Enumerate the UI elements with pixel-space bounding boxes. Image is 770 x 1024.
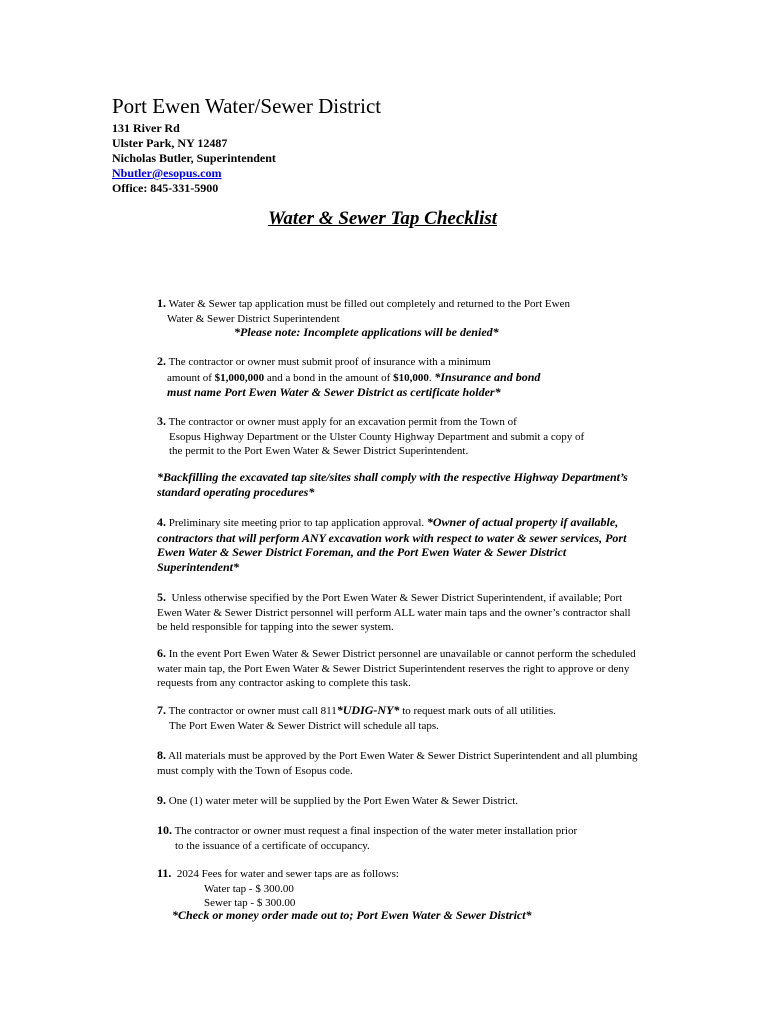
item-text: and a bond in the amount of — [264, 371, 394, 384]
item-number: 1. — [157, 296, 166, 310]
item-number: 8. — [157, 748, 166, 762]
item-text: Unless otherwise specified by the Port Ewen Water & Sewer District Superintendent, if available; Port — [171, 592, 623, 604]
district-name: Port Ewen Water/Sewer District — [112, 94, 382, 118]
item-note: Ewen Water & Sewer District Foreman, and the Port Ewen Water & Sewer District — [157, 545, 567, 560]
item-text: amount of — [167, 371, 215, 384]
item-number: 10. — [157, 823, 172, 837]
office-phone: Office: 845-331-5900 — [112, 181, 219, 195]
address-line1: 131 River Rd — [112, 121, 180, 135]
item-number: 11. — [157, 866, 172, 880]
checklist-item-7 — [157, 703, 556, 733]
item-text: The contractor or owner must call 811 — [168, 705, 337, 717]
item-text: Ewen Water & Sewer District personnel will perform ALL water main taps and the owner’s contractor shall — [157, 606, 631, 619]
sewer-tap-fee: Sewer tap - $ 300.00 — [204, 897, 296, 910]
payment-note: *Check or money order made out to; Port Ewen Water & Sewer District* — [172, 908, 532, 922]
item-text: be held responsible for tapping into the sewer system. — [157, 621, 394, 634]
item-text: The contractor or owner must submit proof of insurance with a minimum — [168, 356, 491, 368]
item-1-note: *Please note: Incomplete applications will be denied* — [234, 325, 499, 339]
note-text: standard operating procedures* — [157, 485, 315, 499]
item-note: contractors that will perform ANY excavation work with respect to water & sewer services, Port — [157, 530, 627, 545]
item-note: must name Port Ewen Water & Sewer District as certificate holder* — [167, 385, 501, 400]
checklist-item-5 — [157, 590, 631, 635]
item-note: *UDIG-NY* — [336, 703, 400, 717]
item-note: *Owner of actual property if available, — [426, 515, 619, 529]
item-number: 2. — [157, 354, 166, 368]
item-text: The contractor or owner must request a final inspection of the water meter installation prior — [174, 825, 578, 837]
checklist-item-11 — [157, 866, 399, 911]
item-text: Esopus Highway Department or the Ulster County Highway Department and submit a copy of — [169, 430, 585, 443]
item-note: Superintendent* — [157, 559, 240, 574]
checklist-item-8 — [157, 748, 638, 778]
item-number: 5. — [157, 590, 166, 604]
item-text: All materials must be approved by the Port Ewen Water & Sewer District Superintendent and all plumbing — [168, 750, 638, 762]
item-text: The Port Ewen Water & Sewer District will schedule all taps. — [169, 719, 439, 732]
address-line2: Ulster Park, NY 12487 — [112, 136, 228, 150]
item-number: 4. — [157, 515, 166, 529]
item-number: 6. — [157, 646, 166, 660]
checklist-title: Water & Sewer Tap Checklist — [267, 208, 498, 229]
water-tap-fee: Water tap - $ 300.00 — [204, 882, 294, 895]
item-note: *Insurance and bond — [434, 369, 541, 384]
item-text: One (1) water meter will be supplied by the Port Ewen Water & Sewer District. — [168, 795, 519, 807]
item-text: In the event Port Ewen Water & Sewer District personnel are unavailable or cannot perform the scheduled — [168, 648, 636, 660]
bond-amount: $10,000 — [393, 371, 429, 384]
checklist-item-6 — [157, 646, 636, 691]
checklist-item-3 — [157, 414, 584, 459]
item-number: 7. — [157, 703, 166, 717]
item-text: Water & Sewer District Superintendent — [167, 312, 340, 325]
checklist-item-10 — [157, 823, 577, 853]
checklist-item-1 — [157, 296, 570, 326]
item-text: 2024 Fees for water and sewer taps are as follows: — [176, 868, 399, 880]
item-text: Preliminary site meeting prior to tap application approval. — [168, 517, 427, 529]
item-text: to request mark outs of all utilities. — [399, 705, 556, 717]
item-number: 9. — [157, 793, 166, 807]
superintendent-name: Nicholas Butler, Superintendent — [112, 151, 276, 165]
checklist-item-4 — [157, 515, 626, 574]
backfill-note — [157, 470, 628, 500]
item-text: Water & Sewer tap application must be filled out completely and returned to the Port Ewen — [168, 298, 570, 310]
item-text: The contractor or owner must apply for an excavation permit from the Town of — [168, 416, 517, 428]
item-text: must comply with the Town of Esopus code. — [157, 764, 353, 777]
item-text: . — [428, 371, 435, 384]
item-text: to the issuance of a certificate of occupancy. — [175, 839, 370, 852]
insurance-amount: $1,000,000 — [214, 371, 265, 384]
item-text: requests from any contractor asking to complete this task. — [157, 677, 411, 690]
item-number: 3. — [157, 414, 166, 428]
item-text: the permit to the Port Ewen Water & Sewer District Superintendent. — [169, 445, 469, 458]
item-text: water main tap, the Port Ewen Water & Sewer District Superintendent reserves the right to approve or deny — [157, 662, 630, 675]
checklist-item-9 — [157, 793, 518, 809]
note-text: *Backfilling the excavated tap site/sites shall comply with the respective Highway Department’s — [157, 470, 628, 484]
checklist-item-2 — [157, 354, 540, 400]
email-link[interactable]: Nbutler@esopus.com — [112, 166, 222, 180]
